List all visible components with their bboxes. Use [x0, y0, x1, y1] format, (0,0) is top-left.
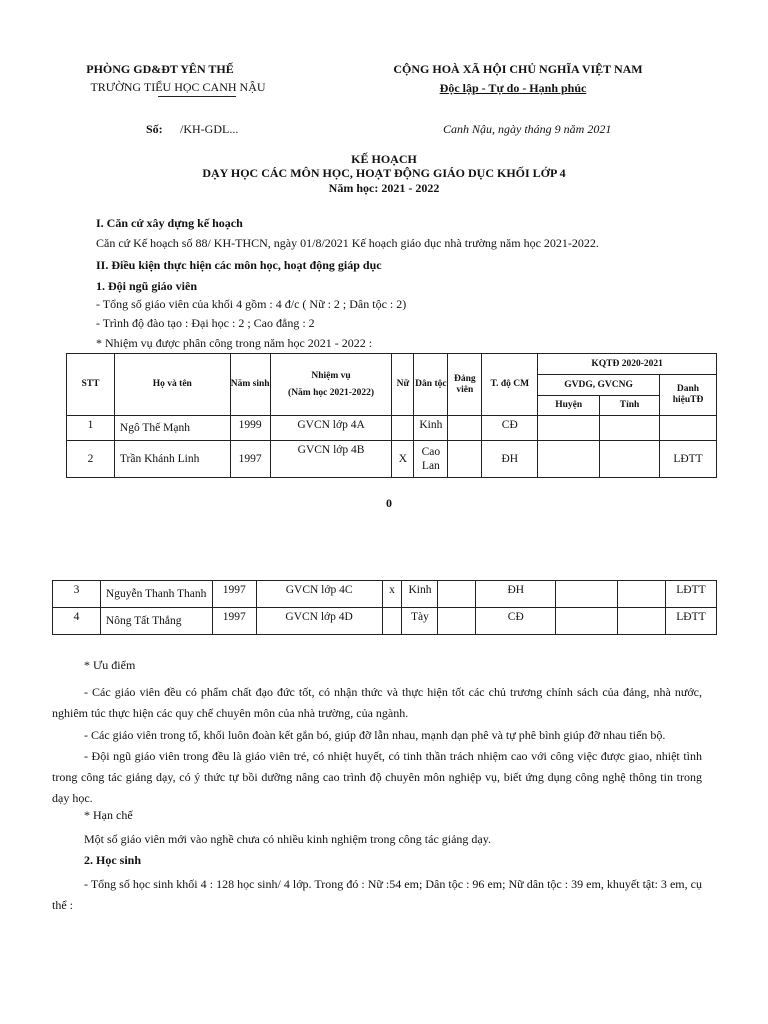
department-name: PHÒNG GD&ĐT YÊN THẾ [86, 62, 234, 76]
students-heading: 2. Học sinh [84, 853, 142, 867]
page-number: 0 [386, 496, 392, 510]
cell-name: Nguyễn Thanh Thanh [100, 581, 212, 608]
cell-birth: 1997 [212, 581, 256, 608]
cell-title: LĐTT [665, 608, 716, 635]
header-gvdg: GVDG, GVCNG [538, 375, 660, 396]
students-paragraph: - Tổng số học sinh khối 4 : 128 học sinh/ 4 lớp. Trong đó : Nữ :54 em; Dân tộc : 96 em; Nữ dân tộc : 39 em, khuyết tật: 3 em, cụ thể : [52, 877, 702, 912]
cell-ethnic: Kinh [402, 581, 438, 608]
cell-title: LĐTT [665, 581, 716, 608]
cell-district [538, 416, 600, 441]
header-party-member: Đảng viên [448, 354, 482, 416]
header-district: Huyện [538, 396, 600, 416]
cell-degree: ĐH [476, 581, 556, 608]
cell-degree: CĐ [476, 608, 556, 635]
cell-task: GVCN lớp 4D [256, 608, 382, 635]
cell-party [448, 441, 482, 478]
section-1-heading: I. Căn cứ xây dựng kế hoạch [96, 216, 243, 230]
cell-name: Ngô Thế Mạnh [114, 416, 230, 441]
table-row [67, 441, 717, 478]
school-underline [158, 96, 236, 97]
header-province: Tỉnh [600, 396, 660, 416]
header-stt: STT [67, 354, 115, 416]
cell-party [448, 416, 482, 441]
teachers-qualification: - Trình độ đào tạo : Đại học : 2 ; Cao đẳng : 2 [96, 316, 315, 330]
cell-province [600, 441, 660, 478]
cell-task: GVCN lớp 4B [270, 441, 392, 478]
cell-province [618, 581, 666, 608]
teachers-subheading: 1. Đội ngũ giáo viên [96, 279, 198, 293]
place-date: Canh Nậu, ngày tháng 9 năm 2021 [443, 122, 612, 136]
header-task-year: (Năm học 2021-2022) [288, 387, 375, 398]
header-task [270, 354, 392, 416]
republic-name: CỘNG HOÀ XÃ HỘI CHỦ NGHĨA VIỆT NAM [393, 62, 643, 76]
document-title: KẾ HOẠCH [351, 152, 417, 166]
header-task-title: Nhiệm vụ [311, 370, 351, 381]
section-2-heading: II. Điều kiện thực hiện các môn học, hoạt động giáp dục [96, 258, 382, 272]
cell-birth: 1999 [230, 416, 270, 441]
cell-female: x [382, 581, 402, 608]
cell-stt: 1 [67, 416, 115, 441]
header-ethnic: Dân tộc [414, 354, 448, 416]
header-female: Nữ [392, 354, 414, 416]
cell-degree: CĐ [482, 416, 538, 441]
cell-task: GVCN lớp 4A [270, 416, 392, 441]
table-row [53, 581, 717, 608]
school-name: TRƯỜNG TIỂU HỌC CANH NẬU [90, 80, 266, 94]
header-birth-year: Năm sinh [230, 354, 270, 416]
table-row [53, 608, 717, 635]
cell-title: LĐTT [660, 441, 717, 478]
cell-birth: 1997 [212, 608, 256, 635]
cell-name: Nông Tất Thắng [100, 608, 212, 635]
advantages-paragraph-1: - Các giáo viên đều có phẩm chất đạo đức tốt, có nhận thức và thực hiện tốt các chủ trương chính sách của đảng, nhà nước, nghiêm túc thực hiện các quy chế chuyên môn của nhà trường, của ngành. [52, 685, 702, 720]
national-motto: Độc lập - Tự do - Hạnh phúc [439, 81, 587, 95]
document-subtitle: DẠY HỌC CÁC MÔN HỌC, HOẠT ĐỘNG GIÁO DỤC KHỐI LỚP 4 [202, 166, 566, 180]
cell-female [382, 608, 402, 635]
cell-female [392, 416, 414, 441]
document-number-label: Số: [146, 122, 163, 136]
header-emulation-line2: hiệuTĐ [672, 395, 704, 405]
cell-ethnic: Kinh [414, 416, 448, 441]
cell-ethnic: Tày [402, 608, 438, 635]
advantages-paragraph-3: - Đội ngũ giáo viên trong đều là giáo viên trẻ, có nhiệt huyết, có tinh thần trách nhiệm cao với công việc được giao, nhiệt tình trong công tác giảng dạy, có ý thức tự bồi dưỡng nâng cao trình độ chuyên môn nghiệp vụ, biết ứng dụng công nghệ thông tin trong dạy học. [52, 749, 702, 805]
table-row [67, 416, 717, 441]
section-1-text: Căn cứ Kế hoạch số 88/ KH-THCN, ngày 01/8/2021 Kế hoạch giáo dục nhà trường năm học 2021-2022. [96, 236, 599, 250]
cell-stt: 2 [67, 441, 115, 478]
cell-stt: 3 [53, 581, 101, 608]
assignment-note: * Nhiệm vụ được phân công trong năm học 2021 - 2022 : [96, 336, 373, 350]
cell-province [618, 608, 666, 635]
cell-birth: 1997 [230, 441, 270, 478]
header-degree: T. độ CM [482, 354, 538, 416]
school-year: Năm học: 2021 - 2022 [328, 181, 440, 195]
header-emulation-title [660, 375, 717, 416]
cell-stt: 4 [53, 608, 101, 635]
advantages-heading: * Ưu điểm [84, 658, 136, 672]
cell-female: X [392, 441, 414, 478]
cell-title [660, 416, 717, 441]
teachers-total: - Tổng số giáo viên của khối 4 gồm : 4 đ/c ( Nữ : 2 ; Dân tộc : 2) [96, 297, 407, 311]
limitations-heading: * Hạn chế [84, 808, 133, 822]
document-number-value: /KH-GDL... [180, 122, 239, 136]
limitations-paragraph: Một số giáo viên mới vào nghề chưa có nhiều kinh nghiệm trong công tác giảng dạy. [84, 832, 491, 846]
header-kqtd: KQTĐ 2020-2021 [538, 354, 717, 375]
cell-party [438, 581, 476, 608]
cell-degree: ĐH [482, 441, 538, 478]
cell-ethnic: Cao Lan [414, 441, 448, 478]
staff-table-continued [52, 580, 717, 635]
cell-district [538, 441, 600, 478]
header-emulation-line1: Danh [676, 384, 700, 394]
cell-province [600, 416, 660, 441]
cell-party [438, 608, 476, 635]
cell-task: GVCN lớp 4C [256, 581, 382, 608]
cell-district [556, 581, 618, 608]
header-name: Họ và tên [114, 354, 230, 416]
cell-name: Trần Khánh Linh [114, 441, 230, 478]
staff-table [66, 353, 717, 478]
advantages-paragraph-2: - Các giáo viên trong tổ, khối luôn đoàn kết gắn bó, giúp đỡ lẫn nhau, mạnh dạn phê và tự phê bình giúp đỡ nhau tiến bộ. [84, 728, 666, 742]
cell-district [556, 608, 618, 635]
